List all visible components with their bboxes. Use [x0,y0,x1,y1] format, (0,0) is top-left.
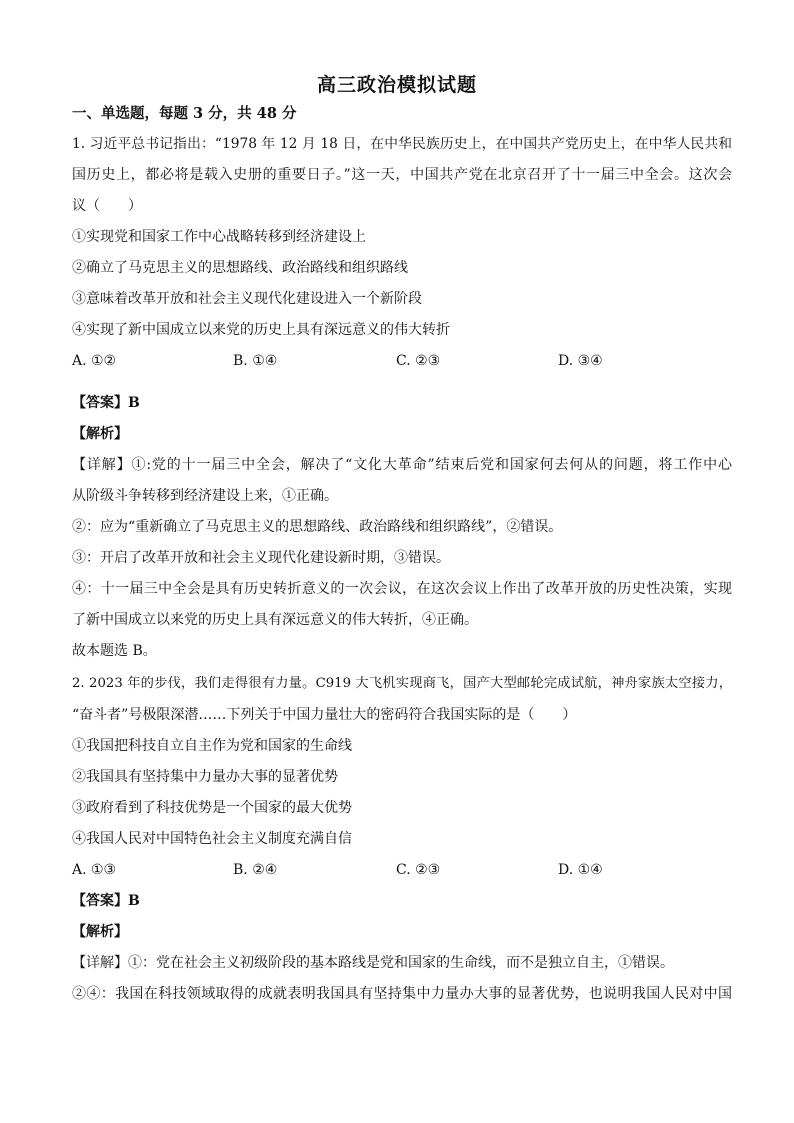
q1-detail-line-2: 从阶级斗争转移到经济建设上来，①正确。 [72,488,338,504]
q1-item-2: ②确立了马克思主义的思想路线、政治路线和组织路线 [72,260,408,276]
q2-stem-line-2: “奋斗者”号极限深潜……下列关于中国力量壮大的密码符合我国实际的是（ ） [72,707,577,723]
q1-detail-line-5: ④：十一届三中全会是具有历史转折意义的一次会议，在这次会议上作出了改革开放的历史性决策，实现 [72,581,732,597]
q1-detail-line-1: 【详解】①:党的十一届三中全会，解决了“文化大革命”结束后党和国家何去何从的问题，将工作中心 [72,457,732,473]
q1-detail-line-7: 故本题选 B。 [72,643,157,659]
q1-item-1: ①实现党和国家工作中心战略转移到经济建设上 [72,229,366,245]
q1-option-d: D. ③④ [558,353,603,369]
q1-answer: 【答案】B [72,395,140,411]
q1-option-c: C. ②③ [396,353,441,369]
q1-stem-line-3: 议（ ） [72,198,142,214]
q1-item-4: ④实现了新中国成立以来党的历史上具有深远意义的伟大转折 [72,322,450,338]
q2-option-a: A. ①③ [72,862,117,878]
q2-option-b: B. ②④ [233,862,278,878]
q1-stem-line-2: 国历史上，都必将是载入史册的重要日子。”这一天，中国共产党在北京召开了十一届三中全会。这次会 [72,167,732,183]
q2-answer: 【答案】B [72,893,140,909]
q2-item-4: ④我国人民对中国特色社会主义制度充满自信 [72,831,352,847]
page-title: 高三政治模拟试题 [316,74,477,96]
q1-option-b: B. ①④ [233,353,278,369]
q1-detail-line-3: ②：应为“重新确立了马克思主义的思想路线、政治路线和组织路线”，②错误。 [72,519,563,535]
q2-detail-line-1: 【详解】①：党在社会主义初级阶段的基本路线是党和国家的生命线，而不是独立自主，①错误。 [72,955,674,971]
q1-option-a: A. ①② [72,353,117,369]
q1-analysis-label: 【解析】 [72,426,128,442]
q2-stem-line-1: 2. 2023 年的步伐，我们走得很有力量。C919 大飞机实现商飞，国产大型邮轮完成试航，神舟家族太空接力， [72,676,732,691]
q2-analysis-label: 【解析】 [72,924,128,940]
q2-detail-line-2: ②④：我国在科技领域取得的成就表明我国具有坚持集中力量办大事的显著优势，也说明我国人民对中国 [72,986,732,1002]
q1-detail-line-6: 了新中国成立以来党的历史上具有深远意义的伟大转折，④正确。 [72,612,478,628]
section-heading: 一、单选题，每题 3 分，共 48 分 [72,105,297,122]
q2-item-3: ③政府看到了科技优势是一个国家的最大优势 [72,800,352,816]
q2-option-d: D. ①④ [558,862,603,878]
q2-option-c: C. ②③ [396,862,441,878]
q1-detail-line-4: ③：开启了改革开放和社会主义现代化建设新时期，③错误。 [72,550,450,566]
q2-item-1: ①我国把科技自立自主作为党和国家的生命线 [72,738,352,754]
q2-item-2: ②我国具有坚持集中力量办大事的显著优势 [72,769,338,785]
q1-stem-line-1: 1. 习近平总书记指出：“1978 年 12 月 18 日，在中华民族历史上，在中国共产党历史上，在中华人民共和 [72,136,732,152]
q1-item-3: ③意味着改革开放和社会主义现代化建设进入一个新阶段 [72,291,422,307]
